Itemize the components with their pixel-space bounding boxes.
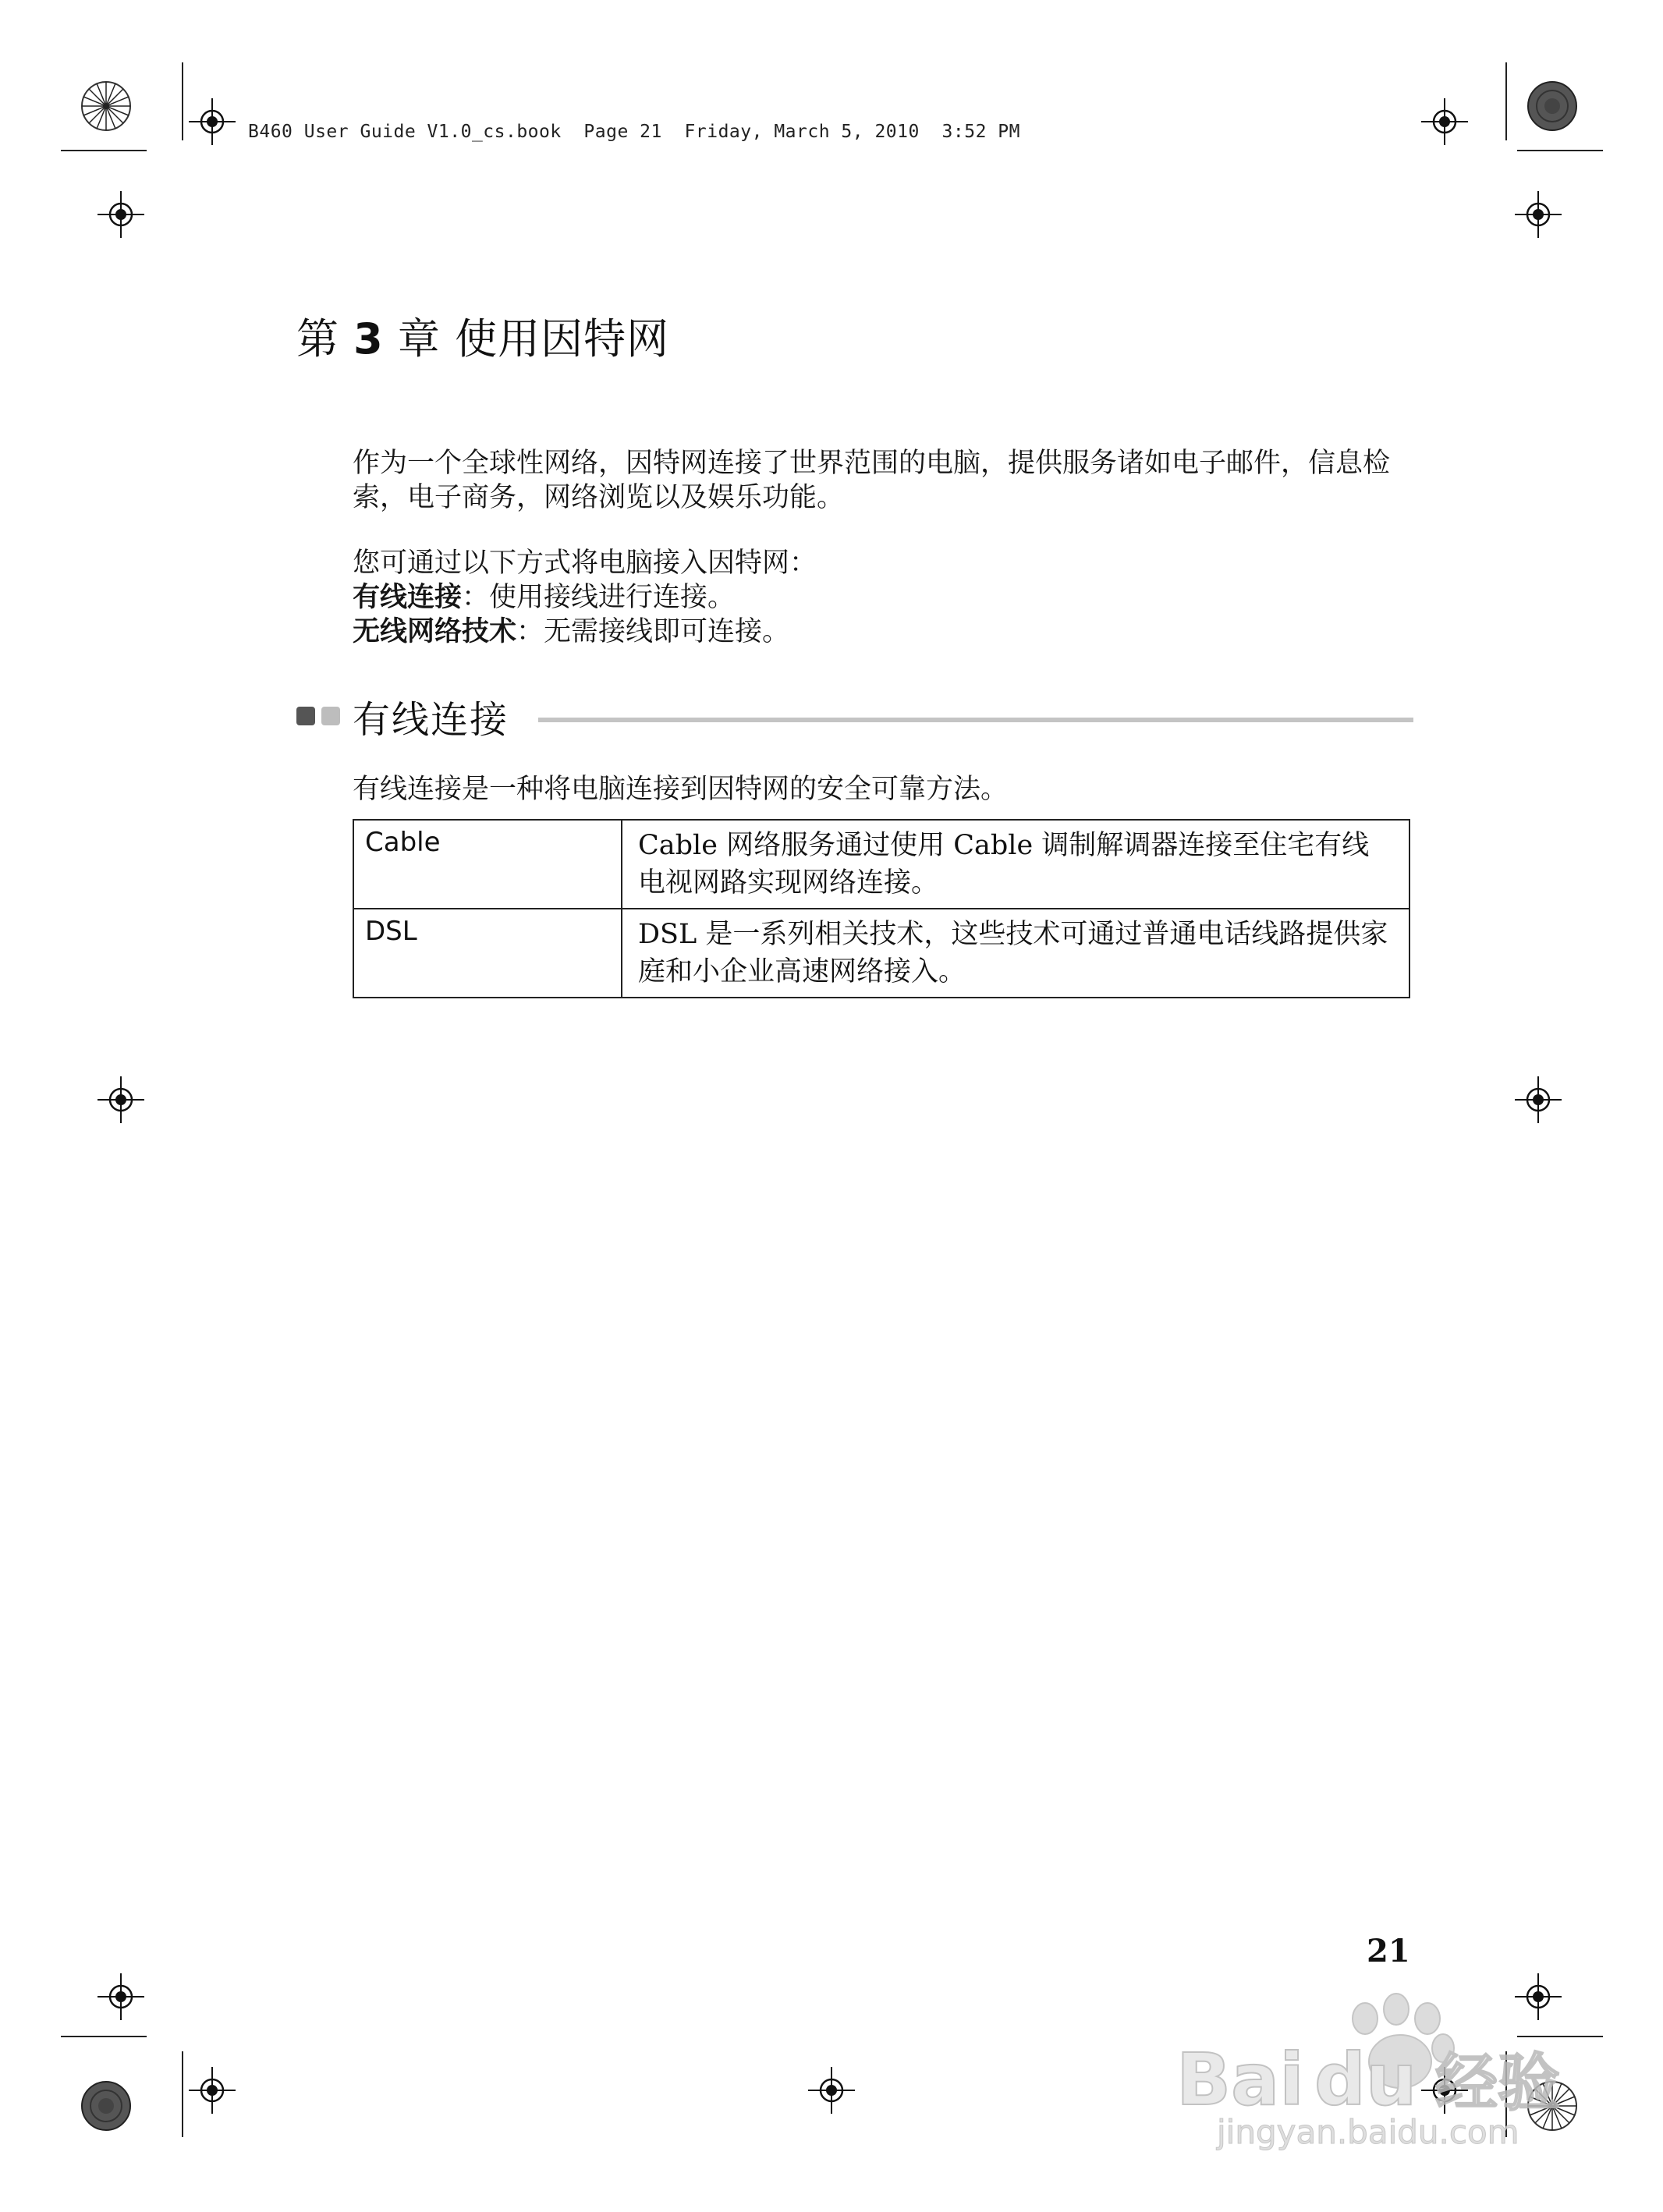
table-row bbox=[353, 909, 1409, 998]
method-label: 无线网络技术 bbox=[353, 616, 517, 647]
chapter-number: 3 bbox=[353, 314, 384, 363]
section-intro: 有线连接是一种将电脑连接到因特网的安全可靠方法。 bbox=[353, 774, 1009, 805]
chapter-prefix: 第 bbox=[296, 314, 339, 363]
registration-mark-icon bbox=[1515, 1076, 1562, 1123]
svg-text:Bai: Bai bbox=[1176, 2038, 1304, 2122]
section-rule bbox=[538, 718, 1413, 722]
crop-line bbox=[1505, 62, 1507, 140]
crop-line bbox=[61, 150, 147, 151]
book-slug-header: B460 User Guide V1.0_cs.book Page 21 Friday, March 5, 2010 3:52 PM bbox=[248, 122, 1020, 142]
connection-methods bbox=[353, 546, 1413, 649]
svg-text:jingyan.baidu.com: jingyan.baidu.com bbox=[1217, 2113, 1519, 2151]
registration-mark-icon bbox=[98, 1076, 144, 1123]
registration-mark-icon bbox=[98, 1973, 144, 2020]
connection-type: Cable bbox=[353, 820, 622, 909]
connection-type: DSL bbox=[353, 909, 622, 998]
registration-mark-icon bbox=[98, 191, 144, 238]
connection-description: DSL 是一系列相关技术，这些技术可通过普通电话线路提供家庭和小企业高速网络接入。 bbox=[622, 909, 1409, 998]
registration-mark-icon bbox=[1421, 98, 1468, 145]
intro-paragraph: 作为一个全球性网络，因特网连接了世界范围的电脑，提供服务诸如电子邮件，信息检索，电子商务，网络浏览以及娱乐功能。 bbox=[353, 448, 1391, 513]
registration-mark-icon bbox=[189, 2067, 236, 2114]
star-target-icon bbox=[1527, 81, 1577, 131]
chapter-title bbox=[296, 306, 669, 366]
registration-mark-icon bbox=[808, 2067, 855, 2114]
section-title: 有线连接 bbox=[353, 698, 509, 742]
method-text: ：使用接线进行连接。 bbox=[462, 582, 736, 613]
section-heading bbox=[296, 689, 1413, 744]
crop-line bbox=[182, 62, 183, 140]
crop-line bbox=[61, 2036, 147, 2037]
crop-line bbox=[1517, 150, 1603, 151]
chapter-name: 章 使用因特网 bbox=[397, 314, 670, 363]
method-item bbox=[353, 615, 1413, 649]
registration-mark-icon bbox=[189, 98, 236, 145]
methods-lead: 您可通过以下方式将电脑接入因特网： bbox=[353, 548, 817, 579]
connection-table bbox=[353, 819, 1410, 998]
page-number: 21 bbox=[1367, 1933, 1410, 1969]
heading-bullet-icon bbox=[296, 707, 315, 725]
baidu-watermark-logo bbox=[1170, 1987, 1576, 2151]
connection-description: Cable 网络服务通过使用 Cable 调制解调器连接至住宅有线电视网路实现网络连接。 bbox=[622, 820, 1409, 909]
method-text: ：无需接线即可连接。 bbox=[516, 616, 790, 647]
method-item bbox=[353, 580, 1413, 615]
heading-bullet-icon bbox=[321, 707, 340, 725]
method-label: 有线连接 bbox=[353, 582, 463, 613]
svg-text:du: du bbox=[1314, 2038, 1417, 2122]
star-target-icon bbox=[81, 81, 131, 131]
crop-line bbox=[182, 2051, 183, 2137]
registration-mark-icon bbox=[1515, 191, 1562, 238]
star-target-icon bbox=[81, 2081, 131, 2131]
svg-text:经验: 经验 bbox=[1435, 2047, 1560, 2119]
table-row bbox=[353, 820, 1409, 909]
